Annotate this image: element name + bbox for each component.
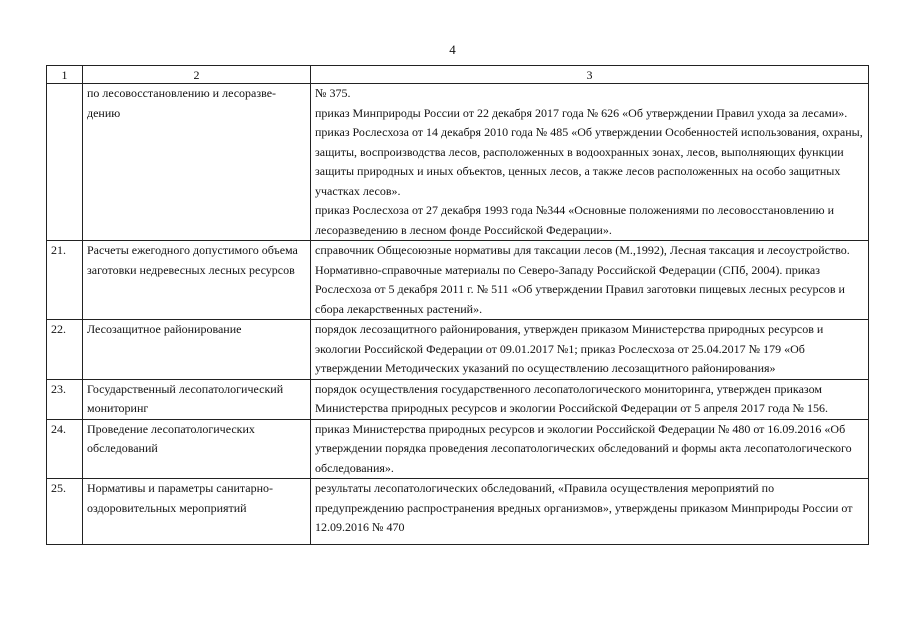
source-paragraph: порядок осуществления государственного лесопатологического мониторинга, утвержден приказом Министерства природных ресурсов и экологии Российской Федерации от 5 апреля 2017 года № 156.	[315, 381, 828, 415]
table-row	[47, 379, 869, 419]
header-row	[47, 66, 869, 84]
row-sources	[311, 419, 869, 479]
row-name: по лесовосстановлению и лесоразве-дению	[83, 84, 311, 241]
row-name: Расчеты ежегодного допустимого объема заготовки недревесных лесных ресурсов	[83, 241, 311, 320]
header-col-3: 3	[311, 66, 869, 84]
row-number: 23.	[47, 379, 83, 419]
row-number: 21.	[47, 241, 83, 320]
row-name: Лесозащитное районирование	[83, 320, 311, 380]
row-name: Государственный лесопатологический мониторинг	[83, 379, 311, 419]
source-paragraph: № 375.	[315, 86, 351, 100]
source-paragraph: справочник Общесоюзные нормативы для таксации лесов (М.,1992), Лесная таксация и лесоустройство. Нормативно-справочные материалы по Северо-Западу Российской Федерации (СПб, 2004). приказ Рослесхоза от 5 декабря 2011 г. № 511 «Об утверждении Правил заготовки пищевых лесных ресурсов и сбора лекарственных растений».	[315, 243, 850, 316]
row-sources	[311, 84, 869, 241]
row-sources	[311, 379, 869, 419]
row-number: 24.	[47, 419, 83, 479]
table-row	[47, 419, 869, 479]
row-number: 25.	[47, 479, 83, 545]
row-sources	[311, 320, 869, 380]
row-number: 22.	[47, 320, 83, 380]
row-name: Проведение лесопатологических обследований	[83, 419, 311, 479]
source-paragraph: результаты лесопатологических обследований, «Правила осуществления мероприятий по предупреждению распространения вредных организмов», утверждены приказом Минприроды России от 12.09.2016 № 470	[315, 481, 853, 534]
source-paragraph: приказ Минприроды России от 22 декабря 2017 года № 626 «Об утверждении Правил ухода за лесами».	[315, 105, 848, 120]
source-paragraph: порядок лесозащитного районирования, утвержден приказом Министерства природных ресурсов и экологии Российской Федерации от 09.01.2017 №1; приказ Рослесхоза от 25.04.2017 № 179 «Об утверждении Методических указаний по осуществлению лесозащитного районирования»	[315, 322, 824, 375]
header-col-2: 2	[83, 66, 311, 84]
page-number: 4	[449, 42, 456, 57]
row-sources	[311, 479, 869, 545]
source-paragraph: приказ Рослесхоза от 14 декабря 2010 года № 485 «Об утверждении Особенностей использования, охраны, защиты, воспроизводства лесов, расположенных в водоохранных зонах, лесов, выполняющих функции защиты природных и иных объектов, ценных лесов, а также лесов расположенных на особо защитных участках лесов».	[315, 125, 863, 198]
table-row	[47, 320, 869, 380]
row-name: Нормативы и параметры санитарно-оздоровительных мероприятий	[83, 479, 311, 545]
table-row	[47, 84, 869, 241]
source-paragraph: приказ Министерства природных ресурсов и экологии Российской Федерации № 480 от 16.09.2016 «Об утверждении порядка проведения лесопатологических обследований и формы акта лесопатологического обследования».	[315, 421, 852, 475]
row-sources	[311, 241, 869, 320]
table-row	[47, 241, 869, 320]
table-row	[47, 479, 869, 545]
header-col-1: 1	[47, 66, 83, 84]
source-paragraph: приказ Рослесхоза от 27 декабря 1993 года №344 «Основные положениями по лесовосстановлению и лесоразведению в лесном фонде Российской Федерации».	[315, 203, 834, 237]
regulations-table	[46, 65, 869, 545]
row-number	[47, 84, 83, 241]
